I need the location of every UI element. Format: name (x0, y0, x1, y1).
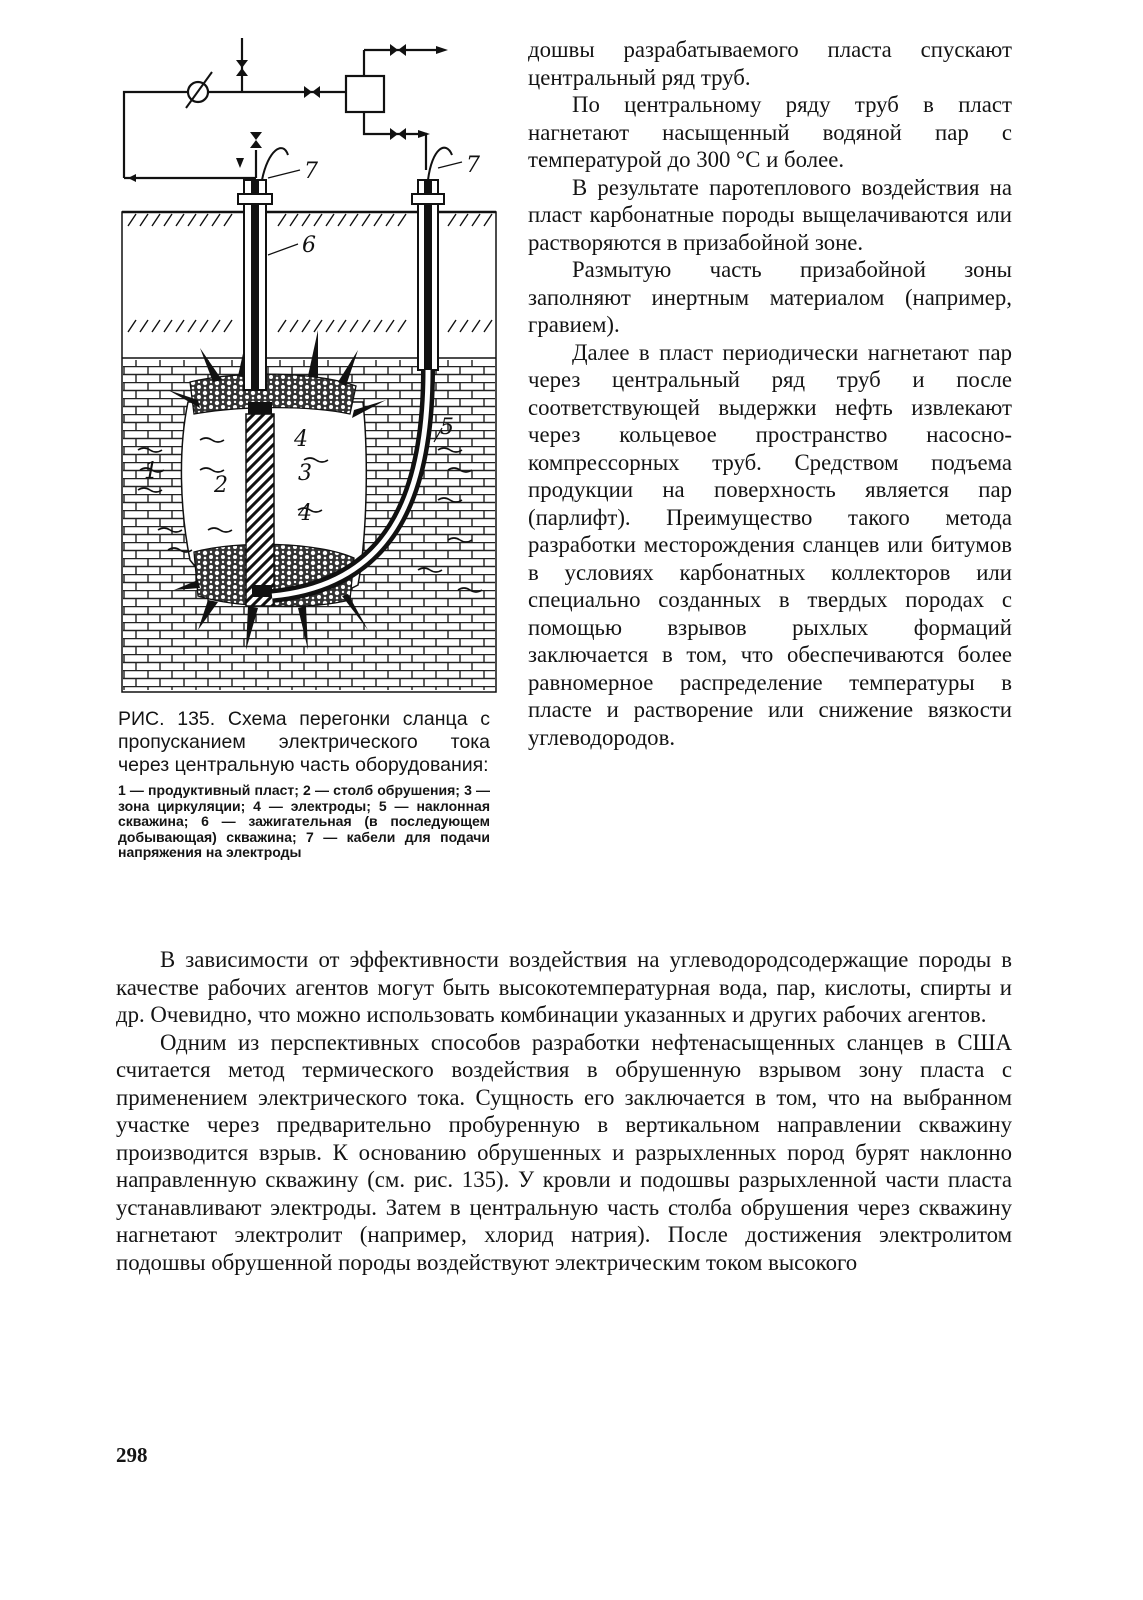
caption-legend: 1 — продуктивный пласт; 2 — столб обрушения; 3 — зона циркуляции; 4 — электроды; 5 — наклонная скважина; 6 — зажигательная (в последующем добывающая) скважина; 7 — кабели для подачи напряжения на электроды (118, 782, 490, 860)
outflow-arrow-icon (418, 130, 430, 138)
figure-135 (118, 30, 503, 695)
figure-caption (118, 708, 490, 861)
well-pipe (424, 180, 432, 370)
paragraph: Далее в пласт периодически нагнетают пар через центральный ряд труб и после соответствующей выдержки нефть извлекают через кольцевое пространство насосно-компрессорных труб. Средством подъема продукции на поверхность является пар (парлифт). Преимущество такого метода разработки месторождения сланцев или битумов в условиях карбонатных коллекторов или специально созданных в твердых породах с помощью взрывов рыхлых формаций заключается в том, что обеспечиваются более равномерное распределение температуры в пласте и растворение или снижение вязкости углеводородов. (528, 339, 1012, 750)
label-3: 3 (298, 461, 312, 486)
label-7-right: 7 (466, 153, 480, 178)
page-number: 298 (116, 1443, 148, 1467)
label-7-left: 7 (304, 159, 318, 184)
paragraph: Одним из перспективных способов разработки нефтенасыщенных сланцев в США считается метод термического воздействия в обрушенную взрывом зону пласта с применением электрического тока. Сущность его заключается в том, что на выбранном участке через предварительно пробуренную в вертикальном направлении скважину производится взрыв. К основанию обрушенных и разрыхленных пород бурят наклонно направленную скважину (см. рис. 135). У кровли и подошвы разрыхленной части пласта устанавливают электроды. Затем в центральную часть столба обрушения через скважину нагнетают электролит (например, хлорид натрия). После достижения электролитом подошвы обрушенной породы воздействуют электрическим током высокого (116, 1029, 1012, 1275)
label-5: 5 (440, 415, 454, 440)
label-4-bottom: 4 (298, 501, 312, 526)
surface-piping (124, 38, 436, 178)
circulation-zone (246, 414, 274, 606)
caption-title: РИС. 135. Схема перегонки сланца с пропусканием электрического тока через центральную часть оборудования: (118, 708, 490, 776)
paragraph: В зависимости от эффективности воздействия на углеводородсодержащие породы в качестве рабочих агентов могут быть высокотемпературная вода, пар, кислоты, спирты и др. Очевидно, что можно использовать комбинации указанных и других рабочих агентов. (116, 947, 1012, 1027)
label-6: 6 (302, 233, 316, 258)
electrode-bottom (252, 585, 272, 597)
outflow-arrow-icon (436, 46, 448, 54)
right-column-text (528, 36, 1012, 751)
flow-arrow-icon (128, 174, 136, 182)
electrode-top (248, 402, 272, 414)
flow-arrow-icon (236, 158, 244, 168)
separator-icon (346, 76, 384, 112)
well-pipe (251, 180, 259, 390)
paragraph: Размытую часть призабойной зоны заполняют инертным материалом (например, гравием). (528, 257, 1012, 337)
label-1: 1 (144, 459, 158, 484)
well-head-flange (412, 194, 444, 204)
paragraph: По центральному ряду труб в пласт нагнетают насыщенный водяной пар с температурой до 300 °С и более. (528, 92, 1012, 172)
well-schematic-diagram (118, 30, 503, 695)
cable-icon (428, 148, 452, 180)
paragraph: В результате паротеплового воздействия на пласт карбонатные породы выщелачиваются или растворяются в призабойной зоне. (528, 174, 1012, 255)
label-2: 2 (214, 473, 228, 498)
well-head-flange (238, 194, 272, 204)
label-4-top: 4 (294, 427, 308, 452)
cable-icon (262, 148, 288, 180)
body-text (116, 946, 1012, 1276)
paragraph-continued: дошвы разрабатываемого пласта спускают центральный ряд труб. (528, 37, 1012, 90)
